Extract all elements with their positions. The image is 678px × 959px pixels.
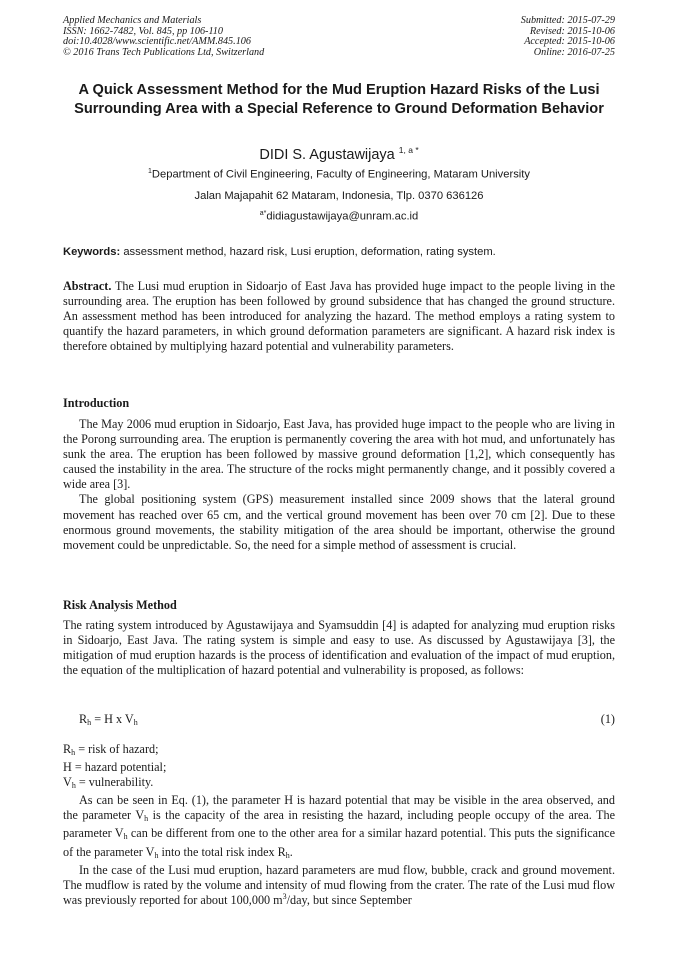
def-vulnerability: $V_h$ = vulnerability. xyxy=(63,775,154,791)
accepted-date: Accepted: 2015-10-06 xyxy=(524,36,615,48)
keywords-label: Keywords: xyxy=(63,246,121,258)
author-line xyxy=(0,145,678,163)
risk-body-2 xyxy=(63,742,615,908)
submitted-date: Submitted: 2015-07-29 xyxy=(520,15,615,26)
intro-paragraph-2: The global positioning system (GPS) measurement installed since 2009 shows that the lateral ground movement has reached over 65 cm, and the vertical ground movement has been over 70 cm [2]. Due to these enormous ground movements, the stability mitigation of the area should be important, otherwise the ground movement could be unpredictable. So, the need for a simple method of assessment is crucial. xyxy=(63,492,615,552)
dates-info xyxy=(521,16,615,58)
risk-paragraph-3: In the case of the Lusi mud eruption, hazard parameters are mud flow, bubble, crack and ground movement. The mudflow is rated by the volume and intensity of mud flowing from the crater. The rate of the Lusi mud flow was previously reported for about 100,000 $m^3$/day, but since September xyxy=(63,862,615,907)
email-link[interactable]: didiagustawijaya@unram.ac.id xyxy=(266,210,419,223)
equation-number: (1) xyxy=(600,712,615,726)
section-heading-introduction: Introduction xyxy=(63,396,130,410)
eq-r: R xyxy=(79,712,88,726)
abstract-label: Abstract. xyxy=(63,279,112,293)
email-line xyxy=(0,210,678,223)
risk-paragraph-1: The rating system introduced by Agustawijaya and Syamsuddin [4] is adapted for analyzing mud eruption risks in Sidoarjo, East Java. The rating system is simple and easy to use. As discussed by Agustawijaya [3], the mitigation of mud eruption hazards is the process of identification and evaluation of the impact of mud eruption, the equation of the multiplication of hazard potential and vulnerability is proposed, as follows: xyxy=(63,618,615,678)
paper-title: A Quick Assessment Method for the Mud Eruption Hazard Risks of the Lusi Surrounding Area with a Special Reference to Ground Deformation Behavior xyxy=(74,82,604,117)
abstract-text: The Lusi mud eruption in Sidoarjo of East Java has provided huge impact to the people living in the surrounding area. The eruption has been followed by ground subsidence that has changed the ground structure. An assessment method has been introduced for analyzing the hazard. The method employs a rating system to quantify the hazard parameters, in which ground deformation parameters are significant. A hazard risk index is therefore obtained by multiplying hazard potential and vulnerability parameters. xyxy=(63,279,615,354)
abstract xyxy=(63,279,615,354)
risk-body xyxy=(63,618,615,678)
introduction-body xyxy=(63,417,615,553)
eq-v-sub: h xyxy=(133,718,138,727)
affiliation-text: Department of Civil Engineering, Faculty of Engineering, Mataram University xyxy=(151,168,530,181)
journal-name: Applied Mechanics and Materials xyxy=(63,15,202,26)
eq-r-sub: h xyxy=(87,718,92,727)
keywords xyxy=(63,246,615,258)
issn-line: ISSN: 1662-7482, Vol. 845, pp 106-110 xyxy=(63,25,223,37)
email-mark: a* xyxy=(259,210,267,217)
journal-info xyxy=(63,16,264,58)
def-hazard: H = hazard potential; xyxy=(63,760,167,775)
risk-paragraph-2: As can be seen in Eq. (1), the parameter H is hazard potential that may be visible in the area observed, and the parameter $V_h$ is the capacity of the area in resisting the hazard, including people occupy of the area. The parameter $V_h$ can be different from one to the other area for a similar hazard potential. This puts the significance of the parameter $V_h$ into the total risk index $R_h$. xyxy=(63,793,616,860)
intro-paragraph-1: The May 2006 mud eruption in Sidoarjo, East Java, has provided huge impact to the people who are living in the Porong surrounding area. The eruption is permanently covering the area with hot mud, and unfortunately has sunk the area. The eruption has been followed by massive ground deformation [1,2], which consequently has caused the instability in the area. The structure of the rocks might permanently change, and it possibly covered a wide area [3]. xyxy=(63,417,615,492)
affiliation-line-2: Jalan Majapahit 62 Mataram, Indonesia, Tlp. 0370 636126 xyxy=(194,190,484,202)
doi-line[interactable]: doi:10.4028/www.scientific.net/AMM.845.106 xyxy=(63,36,251,48)
author-name: DIDI S. Agustawijaya xyxy=(259,146,395,163)
affiliation-line-1 xyxy=(0,168,678,181)
copyright-line: © 2016 Trans Tech Publications Ltd, Switzerland xyxy=(63,46,265,58)
keywords-text: assessment method, hazard risk, Lusi eruption, deformation, rating system. xyxy=(123,246,496,258)
section-heading-risk: Risk Analysis Method xyxy=(63,598,177,612)
revised-date: Revised: 2015-10-06 xyxy=(529,25,615,37)
author-affil-mark: 1, a * xyxy=(398,145,419,155)
eq-mid: = H x V xyxy=(91,712,134,726)
def-risk: $R_h$ = risk of hazard; xyxy=(63,742,159,757)
affil-mark: 1 xyxy=(148,168,152,175)
equation-1 xyxy=(79,712,615,727)
online-date: Online: 2016-07-25 xyxy=(533,46,615,58)
